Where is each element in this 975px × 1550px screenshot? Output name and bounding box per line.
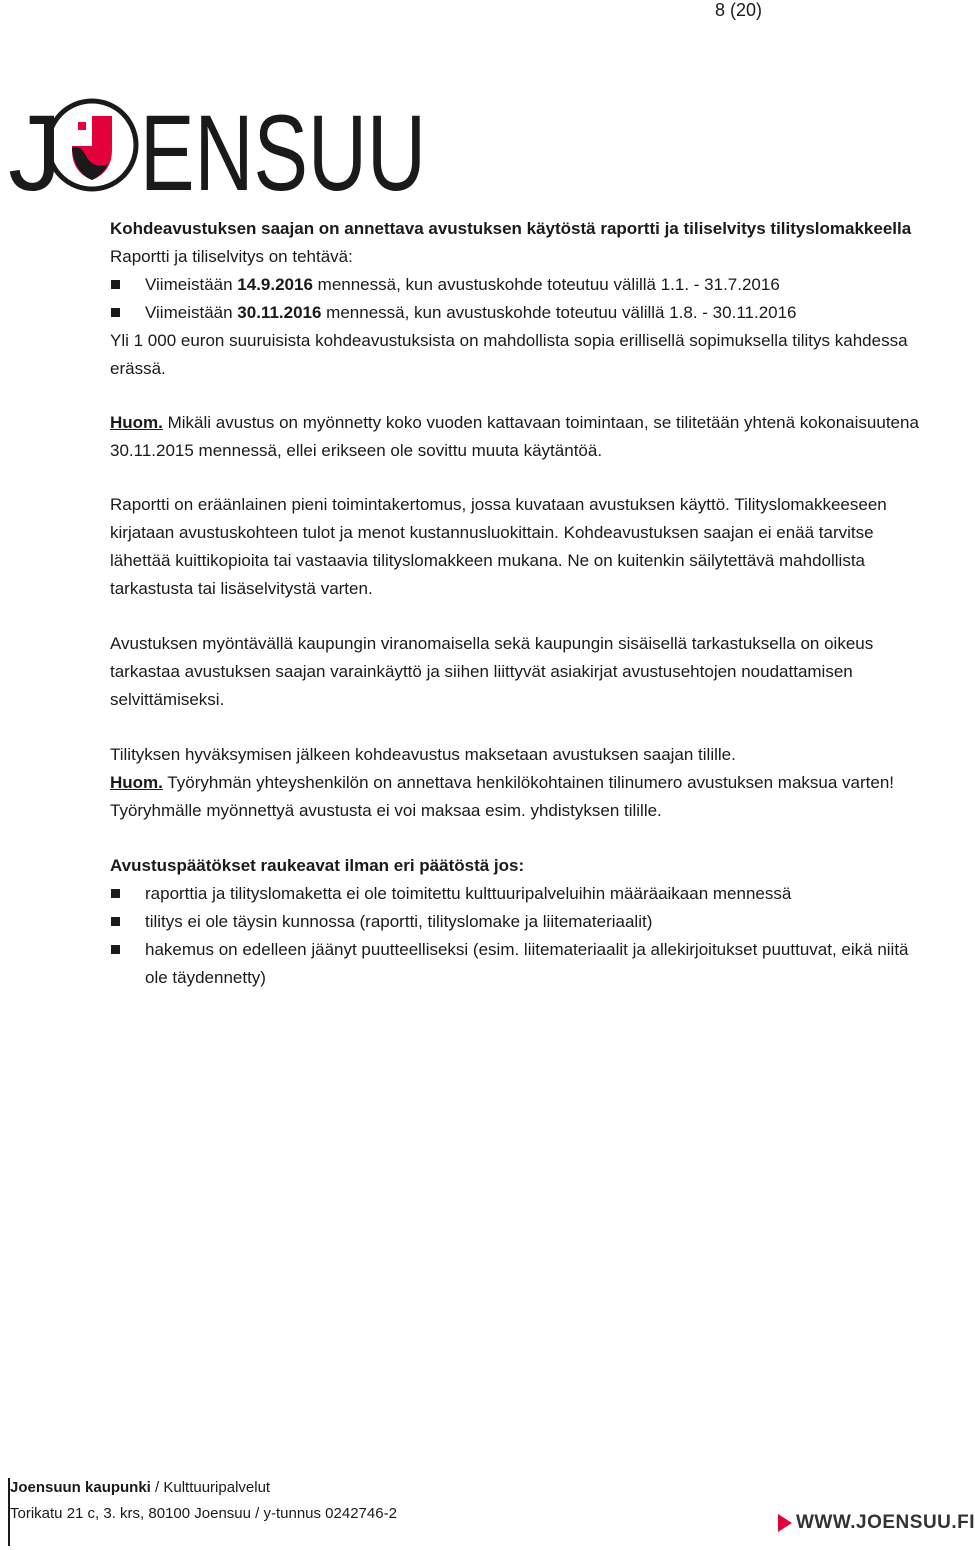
list-item: raporttia ja tilityslomaketta ei ole toimitettu kulttuuripalveluihin määräaikaan mennessä — [110, 880, 925, 908]
footer-org: Joensuun kaupunki — [10, 1479, 151, 1496]
logo-text-right: ENSUU — [140, 92, 426, 213]
main-content — [110, 215, 925, 992]
paragraph-audit: Avustuksen myöntävällä kaupungin viranomaisella sekä kaupungin sisäisellä tarkastuksella on oikeus tarkastaa avustuksen saajan varainkäyttö ja siihen liittyvät asiakirjat avustusehtojen noudattamisen selvittämiseksi. — [110, 634, 874, 709]
paragraph-report: Raportti on eräänlainen pieni toimintakertomus, jossa kuvataan avustuksen käyttö. Tilityslomakkeeseen kirjataan avustuskohteen tulot ja menot kustannusluokittain. Kohdeavustuksen saajan ei enää tarvitse lähettää kuittikopioita tai vastaavia tilityslomakkeen mukana. Ne on kuitenkin säilytettävä mahdollista tarkastusta tai lisäselvitystä varten. — [110, 495, 887, 598]
footer-address: Torikatu 21 c, 3. krs, 80100 Joensuu / y-tunnus 0242746-2 — [10, 1505, 397, 1522]
section-title: Kohdeavustuksen saajan on annettava avustuksen käytöstä raportti ja tiliselvitys tilityslomakkeella — [110, 219, 912, 238]
paragraph-payment: Tilityksen hyväksymisen jälkeen kohdeavustus maksetaan avustuksen saajan tilille. Huom. Työryhmän yhteyshenkilön on annettava henkilökohtainen tilinumero avustuksen maksua varten! Työryhmälle myönnettyä avustusta ei voi maksaa esim. yhdistyksen tilille. — [110, 745, 895, 820]
note-label: Huom. — [110, 773, 163, 792]
joensuu-logo — [8, 92, 428, 213]
page-number: 8 (20) — [714, 0, 762, 20]
paragraph-installments: Yli 1 000 euron suuruisista kohdeavustuksista on mahdollista sopia erillisellä sopimuksella tilitys kahdessa erässä. — [110, 331, 908, 378]
paragraph-note: Huom. Mikäli avustus on myönnetty koko vuoden kattavaan toimintaan, se tilitetään yhtenä kokonaisuutena 30.11.2015 mennessä, ellei erikseen ole sovittu muuta käytäntöä. — [110, 413, 919, 460]
logo-text-left: J — [8, 92, 62, 213]
note-label: Huom. — [110, 413, 163, 432]
expiry-title: Avustuspäätökset raukeavat ilman eri päätöstä jos: — [110, 856, 525, 875]
expiry-list — [110, 880, 925, 992]
footer-org-line: Joensuun kaupunki / Kulttuuripalvelut — [10, 1479, 271, 1496]
section-subtitle: Raportti ja tiliselvitys on tehtävä: — [110, 247, 353, 266]
deadline-list — [110, 271, 925, 327]
list-item: tilitys ei ole täysin kunnossa (raportti, tilityslomake ja liitemateriaalit) — [110, 908, 925, 936]
website-url[interactable]: WWW.JOENSUU.FI — [796, 1512, 975, 1533]
list-item: Viimeistään 30.11.2016 mennessä, kun avustuskohde toteutuu välillä 1.8. - 30.11.2016 — [110, 299, 925, 327]
footer — [10, 1475, 397, 1527]
play-arrow-icon — [778, 1514, 792, 1532]
website-link[interactable] — [778, 1512, 975, 1534]
list-item: Viimeistään 14.9.2016 mennessä, kun avustuskohde toteutuu välillä 1.1. - 31.7.2016 — [110, 271, 925, 299]
list-item: hakemus on edelleen jäänyt puutteelliseksi (esim. liitemateriaalit ja allekirjoitukset puuttuvat, eikä niitä ole täydennetty) — [110, 936, 925, 992]
